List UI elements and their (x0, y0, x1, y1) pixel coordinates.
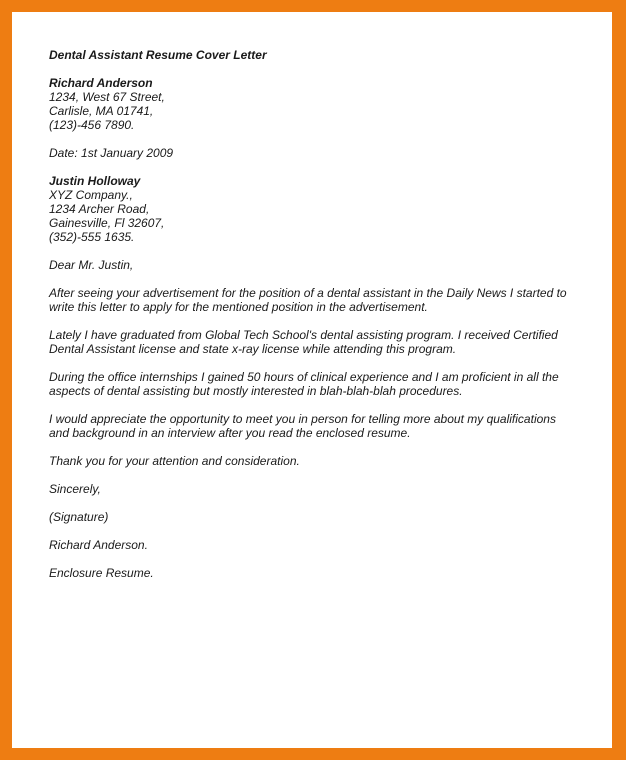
body-paragraph (49, 286, 589, 314)
recipient-street: 1234 Archer Road, (49, 202, 150, 216)
paragraph-line: After seeing your advertisement for the position of a dental assistant in the Daily News I started to (49, 286, 567, 300)
body-paragraph (49, 412, 589, 440)
salutation: Dear Mr. Justin, (49, 258, 134, 272)
letter-title: Dental Assistant Resume Cover Letter (49, 48, 267, 62)
paragraph-line: aspects of dental assisting but mostly interested in blah-blah-blah procedures. (49, 384, 463, 398)
cover-letter (49, 48, 589, 594)
paragraph-line: During the office internships I gained 50 hours of clinical experience and I am proficient in all the (49, 370, 559, 384)
sender-address-block (49, 76, 589, 132)
body-paragraph (49, 370, 589, 398)
recipient-phone: (352)-555 1635. (49, 230, 135, 244)
signature: (Signature) (49, 510, 109, 524)
recipient-name: Justin Holloway (49, 174, 141, 188)
recipient-address-block (49, 174, 589, 244)
paragraph-line: Dental Assistant license and state x-ray license while attending this program. (49, 342, 457, 356)
enclosure-note: Enclosure Resume. (49, 566, 154, 580)
sender-street: 1234, West 67 Street, (49, 90, 165, 104)
letter-date: Date: 1st January 2009 (49, 146, 174, 160)
body-paragraph (49, 328, 589, 356)
paragraph-line: write this letter to apply for the mentioned position in the advertisement. (49, 300, 428, 314)
recipient-city: Gainesville, Fl 32607, (49, 216, 165, 230)
sender-city: Carlisle, MA 01741, (49, 104, 154, 118)
paragraph-line: I would appreciate the opportunity to meet you in person for telling more about my qualifications (49, 412, 556, 426)
closing: Sincerely, (49, 482, 101, 496)
thanks-line: Thank you for your attention and consideration. (49, 454, 300, 468)
signoff-name: Richard Anderson. (49, 538, 148, 552)
recipient-company: XYZ Company., (49, 188, 133, 202)
sender-name: Richard Anderson (49, 76, 153, 90)
paragraph-line: Lately I have graduated from Global Tech School's dental assisting program. I received Certified (49, 328, 558, 342)
paragraph-line: and background in an interview after you read the enclosed resume. (49, 426, 411, 440)
sender-phone: (123)-456 7890. (49, 118, 135, 132)
